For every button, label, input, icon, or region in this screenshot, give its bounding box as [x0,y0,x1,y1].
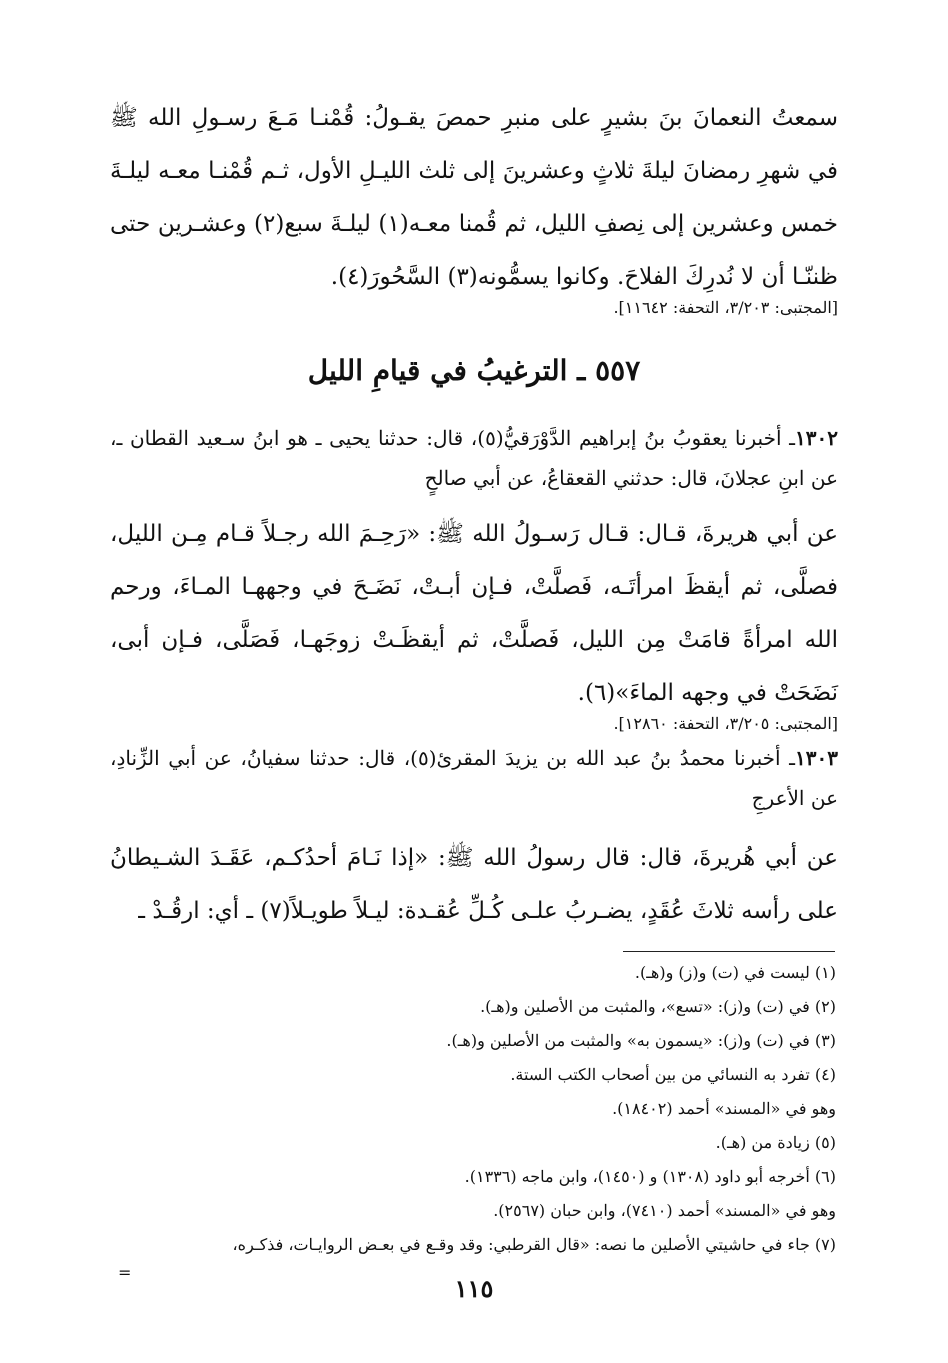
opening-reference: [المجتبى: ٣/٢٠٣، التحفة: ١١٦٤٢]. [613,298,838,317]
opening-paragraph [110,92,838,304]
hadith-1302-reference: [المجتبى: ٣/٢٠٥، التحفة: ١٢٨٦٠]. [613,714,838,733]
footnote-divider [623,951,835,952]
isnad-text: ـ أخبرنا محمدُ بنُ عبد الله بن يزيدَ المقرئ(٥)، قال: حدثنا سفيانُ، عن أبي الزِّنادِ، عن الأعرجِ [110,746,838,810]
footnote: (٣) في (ت) و(ز): «يسمون به» والمثبت من الأصلين و(هـ). [446,1031,836,1050]
continuation-mark: = [118,1263,132,1282]
hadith-1302-isnad [110,418,838,498]
hadith-1303-isnad [110,738,838,818]
opening-text: سمعتُ النعمانَ بنَ بشيرٍ على منبرِ حمصَ يقـولُ: قُمْنـا مَـعَ رسـولِ الله ﷺ في شهرِ رمضانَ ليلةَ ثلاثٍ وعشرينَ إلى ثلث الليـلِ الأول، ثـم قُمْنـا معـه ليلـةَ خمس وعشرين إلى نِصفِ الليل، ثم قُمنا معـه(١) ليلـةَ سبع(٢) وعشـرين حتى ظننّـا أن لا نُدرِكَ الفلاحَ. وكانوا يسمُّونه(٣) السَّحُورَ(٤). [110,105,838,290]
footnote-continuation: وهو في «المسند» أحمد (١٨٤٠٢). [612,1099,836,1118]
hadith-number: ١٣٠٣ [795,746,839,770]
footnote: (١) ليست في (ت) و(ز) و(هـ). [634,963,836,982]
hadith-1303-matn [110,832,838,938]
page-number: ١١٥ [454,1274,494,1303]
footnote: (٤) تفرد به النسائي من بين أصحاب الكتب الستة. [510,1065,836,1084]
footnote: (٦) أخرجه أبو داود (١٣٠٨) و (١٤٥٠)، وابن ماجه (١٣٣٦). [464,1167,836,1186]
footnote: (٥) زيادة من (هـ). [715,1133,836,1152]
hadith-1302-matn [110,508,838,720]
footnote: (٧) جاء في حاشيتي الأصلين ما نصه: «قال القرطبي: وقد وقـع في بعـض الروايـات، فذكـره، [232,1235,836,1254]
footnote: (٢) في (ت) و(ز): «تسع»، والمثبت من الأصلين و(هـ). [480,997,836,1016]
matn-text: عن أبي هريرةَ، قـال: قـال رَسـولُ الله ﷺ: «رَحِـمَ الله رجـلاً قـام مِـن الليل، فصلَّى، ثم أيقظَ امرأتَـه، فَصلَّتْ، فـإن أبـتْ، نَضَـحَ في وجههـا المـاءَ، ورحم الله امرأةً قامَتْ مِن الليل، فَصلَّتْ، ثم أيقظَـتْ زوجَهـا، فَصَلَّى، فـإن أبى، نَضَحَتْ في وجهه الماءَ»(٦). [110,521,838,706]
isnad-text: ـ أخبرنا يعقوبُ بنُ إبراهيم الدَّوْرَقيُّ(٥)، قال: حدثنا يحيى ـ هو ابنُ سـعيد القطان ـ، عن ابنِ عجلانَ، قال: حدثني القعقاعُ، عن أبي صالحٍ [110,426,838,490]
chapter-heading: ٥٥٧ ـ الترغيبُ في قيامِ الليل [307,354,641,387]
footnote-continuation: وهو في «المسند» أحمد (٧٤١٠)، وابن حبان (٢٥٦٧). [493,1201,836,1220]
hadith-number: ١٣٠٢ [795,426,839,450]
matn-text: عن أبي هُريرةَ، قال: قال رسولُ الله ﷺ: «إذا نَـامَ أحدُكـم، عَقَـدَ الشـيطانُ على رأسه ثلاثَ عُقَدٍ، يضـربُ علـى كُـلِّ عُقـدة: ليـلاً طويـلاً(٧) ـ أي: ارقُـدْ ـ [110,845,838,924]
footnotes [110,956,836,1262]
